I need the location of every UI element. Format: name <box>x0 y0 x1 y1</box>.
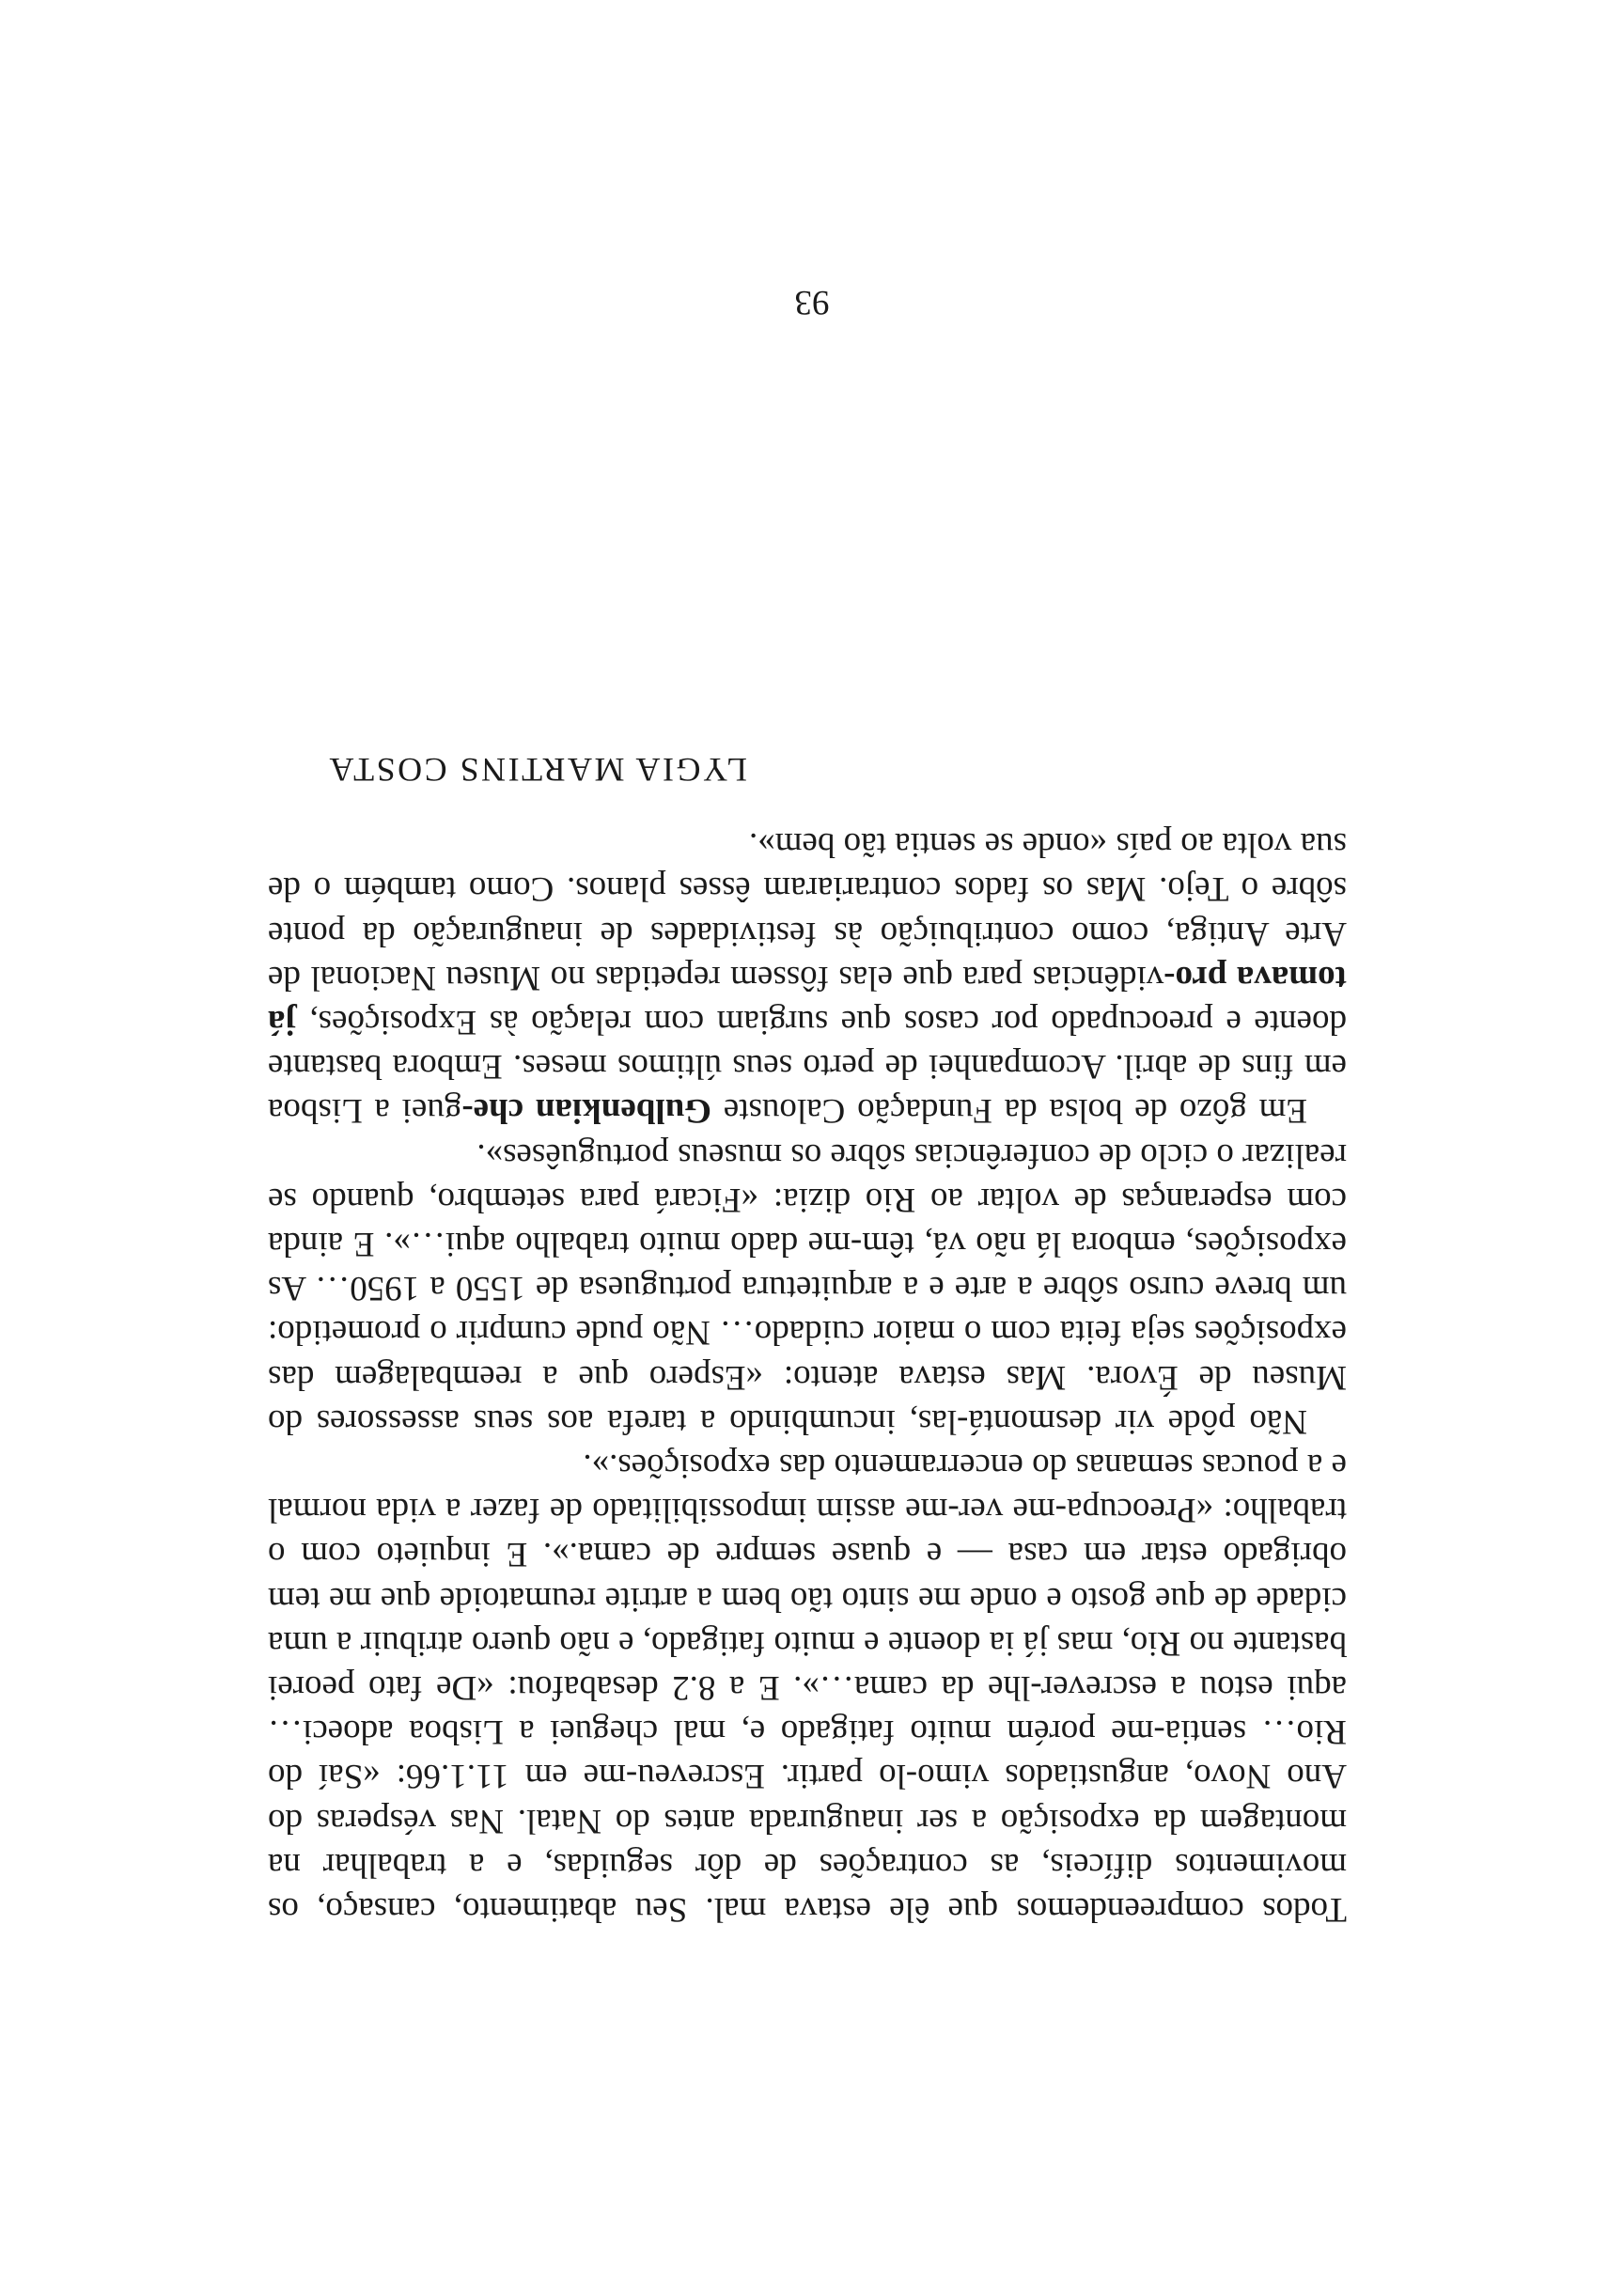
paragraph-2: Não pôde vir desmontá-las, incumbindo a tarefa aos seus assessores do Museu de Évora. Mas estava atento: «Espero que a reembalagem das exposições seja feita com o maior cuidado… Não pude cumprir o prometido: um breve curso sôbre a arte e a arquitetura portuguesa de 1550 a 1950… As exposições, embora lá não vá, têm-me dado muito trabalho aqui…». E ainda com esperanças de voltar ao Rio dizia: «Ficará para setembro, quando se realizar o ciclo de conferências sôbre os museus portuguêses». <box>268 1135 1347 1441</box>
paragraph-3-bold-tomava: já tomava pro- <box>268 958 1347 1041</box>
paragraph-1: Todos compreendemos que êle estava mal. Seu abatimento, cansaço, os movimentos difíceis, as contrações de dôr seguidas, e a trabalhar na montagem da exposição a ser inaugurada antes do Natal. Nas vésperas do Ano Novo, angustiados vimo-lo partir. Escreveu-me em 11.1.66: «Saí do Rio… sentia-me porém muito fatigado e, mal cheguei a Lisboa adoeci… aqui estou a escrever-lhe da cama…». E a 8.2 desabafou: «De fato peorei bastante no Rio, mas já ia doente e muito fatigado, e não quero atribuir a uma cidade de que gosto e onde me sinto tão bem a artrite reumatoide que me tem obrigado estar em casa — e quase sempre de cama.». E inquieto com o trabalho: «Preocupa-me ver-me assim impossibilitado de fazer a vida normal e a poucas semanas do encerramento das exposições.». <box>268 1446 1347 1929</box>
paragraph-3-bold-gulbenkian: Gulbenkian che- <box>461 1091 712 1131</box>
paragraph-3-middle: guei a Lisboa em fins de abril. Acompanhei de perto seus últimos meses. Embora bastante doente e preocupado por casos que surgiam com relação às Exposições, <box>267 1002 1347 1131</box>
body-text <box>268 822 1347 1932</box>
page-number: 93 <box>794 283 830 321</box>
paragraph-3-end: vidências para que elas fôssem repetidas no Museu Nacional de Arte Antiga, como contribuição às festividades de inauguração da ponte sôbre o Tejo. Mas os fados contrariaram êsses planos. Como também o de sua volta ao país «onde se sentia tão bem». <box>268 825 1347 997</box>
paragraph-3 <box>268 822 1347 1133</box>
author-signature: LYGIA MARTINS COSTA <box>327 751 747 789</box>
paragraph-3-start: Em gôzo de bolsa da Fundação Calouste <box>711 1091 1307 1131</box>
